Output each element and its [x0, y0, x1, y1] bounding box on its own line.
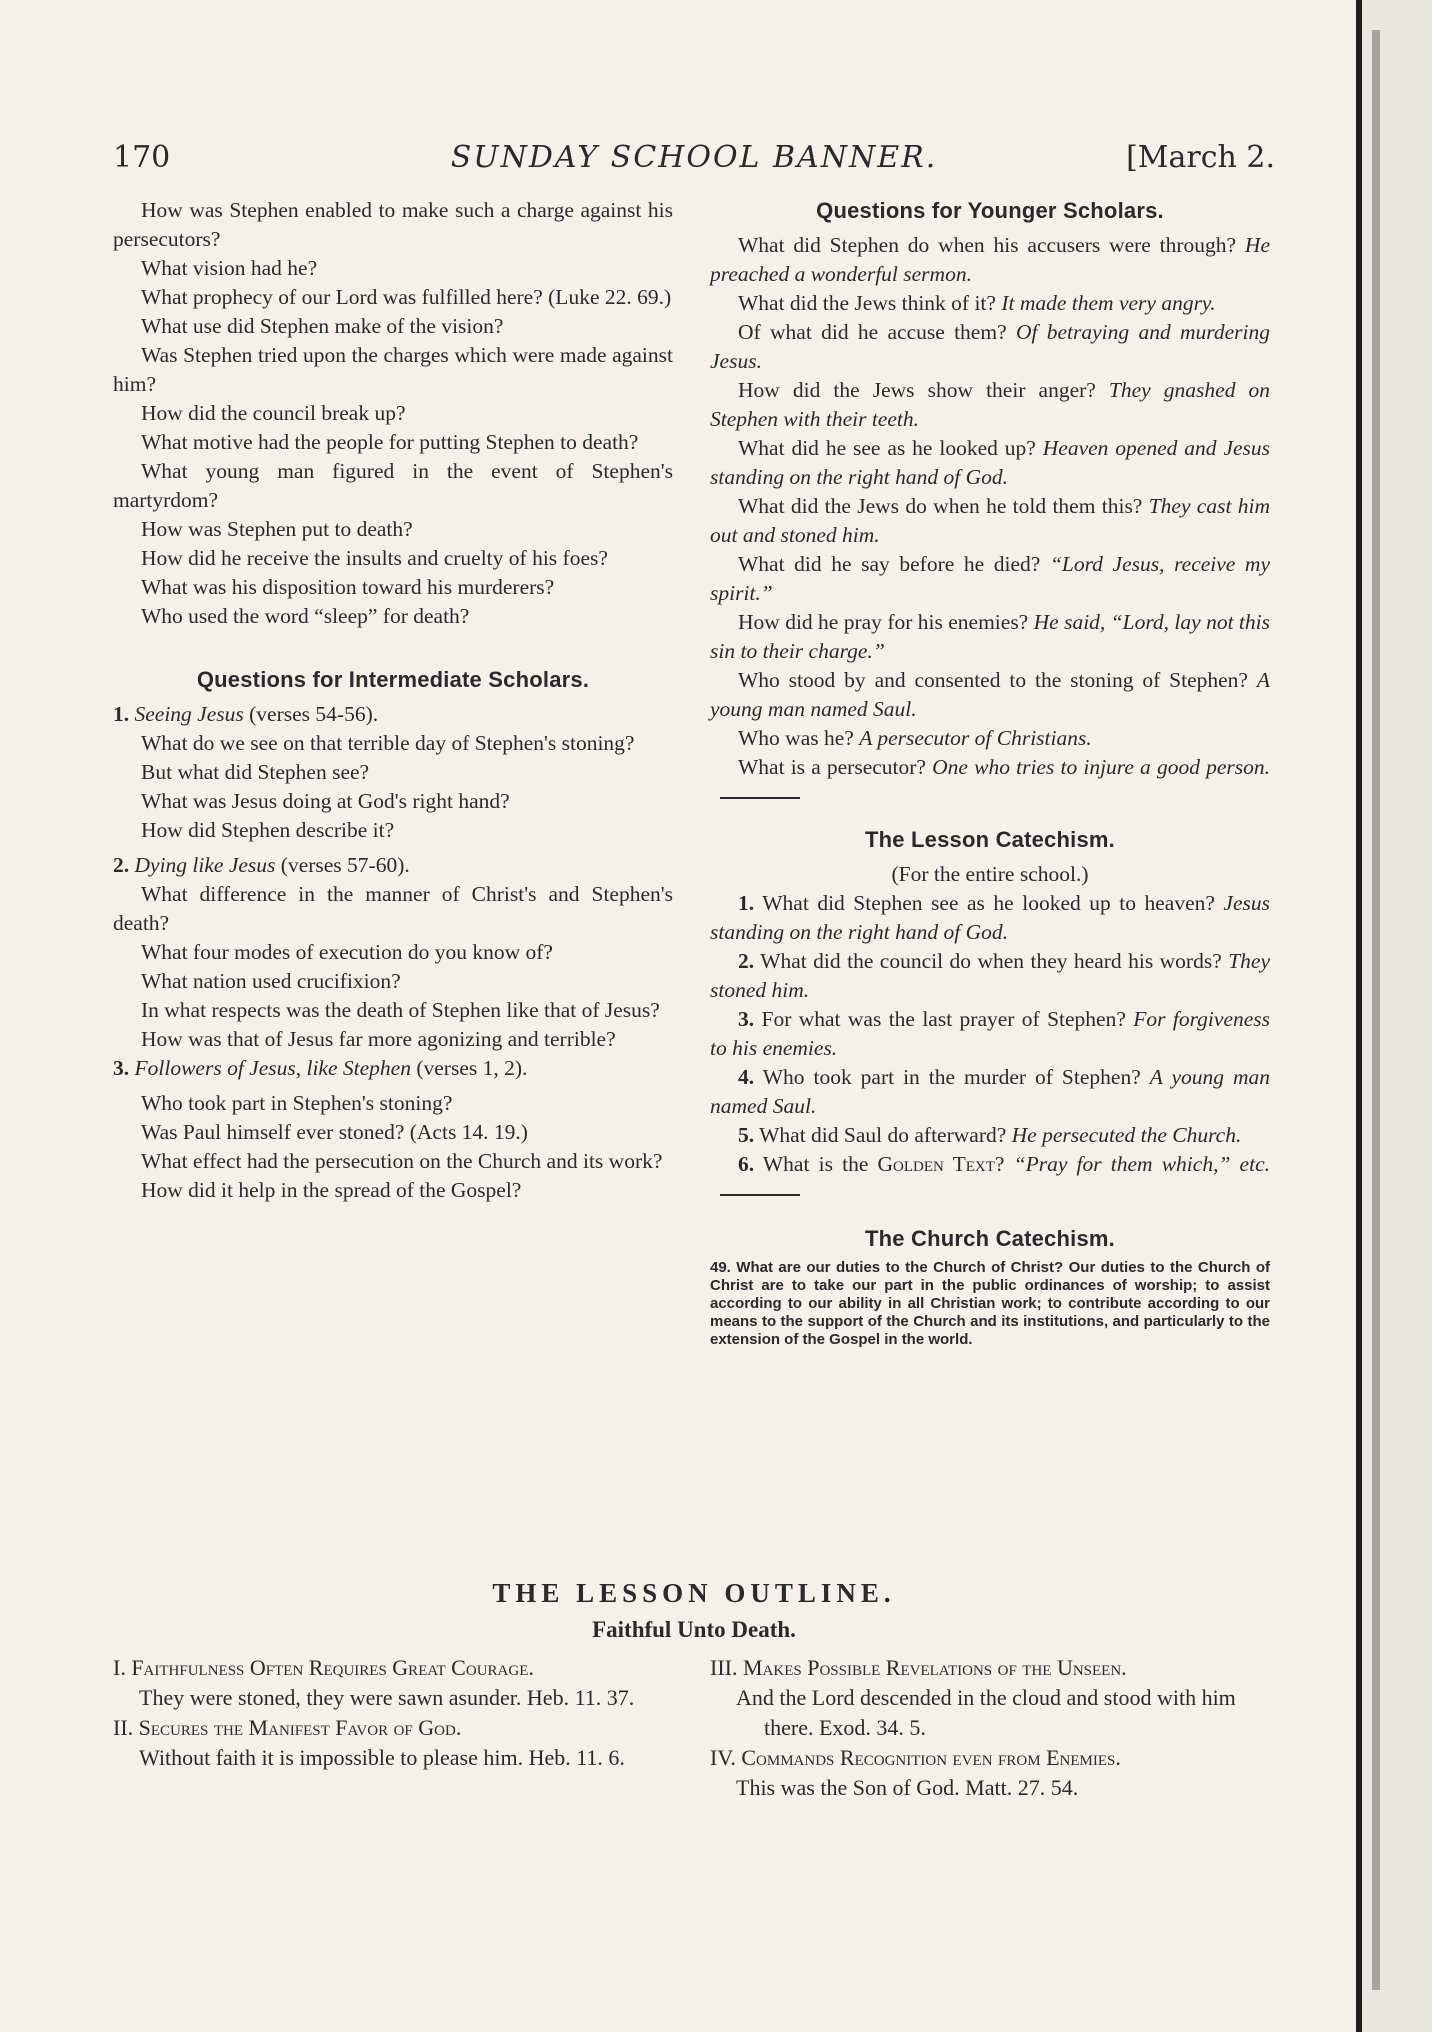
right-column [710, 196, 1270, 1349]
catechism-item [710, 1063, 1270, 1121]
answer-text: Heaven opened and Jesus standing on the right hand of God. [710, 436, 1271, 489]
catechism-item [710, 947, 1270, 1005]
outline-quote: Without faith it is impossible to please him. Heb. 11. 6. [139, 1745, 625, 1770]
question-line: What prophecy of our Lord was fulfilled here? (Luke 22. 69.) [141, 285, 672, 309]
left-column [113, 196, 673, 1205]
item-number: 4. [738, 1065, 755, 1089]
section-ref: (verses 1, 2). [416, 1056, 528, 1080]
page-header [113, 140, 1275, 184]
church-catechism-text: 49. What are our duties to the Church of Christ? Our duties to the Church of Christ are to take our part in the public ordinances of worship; to assist according to our ability in all Christian work; to contribute according to our means to the support of the Church and its institutions, and particularly to the extension of the Gospel in the world. [710, 1259, 1270, 1348]
outline-point: II. Secures the Manifest Favor of God. [113, 1715, 462, 1740]
answer-text: Of betraying and murdering Jesus. [710, 320, 1270, 373]
question-text: What is a persecutor? [738, 755, 926, 779]
question-text: What did Stephen see as he looked up to heaven? [762, 891, 1215, 915]
section-title: Dying like Jesus [134, 853, 276, 877]
section-title: Seeing Jesus [134, 702, 244, 726]
question-line: What was his disposition toward his murderers? [141, 575, 555, 599]
question-text: Of what did he accuse them? [738, 320, 1007, 344]
catechism-item [710, 1121, 1270, 1150]
section-number: 2. [113, 853, 130, 877]
lesson-outline [113, 1578, 1275, 1800]
question-line: What use did Stephen make of the vision? [141, 314, 504, 338]
item-number: 5. [738, 1123, 755, 1147]
question-line: But what did Stephen see? [141, 760, 370, 784]
section-number: 1. [113, 702, 130, 726]
qa-item [710, 318, 1270, 376]
question-line: How did the council break up? [141, 401, 406, 425]
section-rule [720, 797, 800, 799]
qa-item [710, 289, 1270, 318]
qa-item [710, 724, 1270, 753]
item-number: 3. [738, 1007, 755, 1031]
question-line: Was Stephen tried upon the charges which were made against him? [113, 343, 673, 396]
question-line: How did he receive the insults and cruelty of his foes? [141, 546, 608, 570]
catechism-item [710, 1150, 1270, 1208]
outline-left [113, 1653, 673, 1773]
answer-text: “Lord Jesus, receive my spirit.” [710, 552, 1271, 605]
question-line: What nation used crucifixion? [141, 969, 401, 993]
question-text: What did Stephen do when his accusers were through? [738, 233, 1237, 257]
question-line: What do we see on that terrible day of Stephen's stoning? [141, 731, 635, 755]
qa-item [710, 666, 1270, 724]
question-line: How was Stephen enabled to make such a charge against his persecutors? [113, 198, 673, 251]
section-heading-1 [113, 700, 673, 729]
outline-right [710, 1653, 1270, 1803]
qa-item [710, 753, 1270, 811]
qa-item [710, 492, 1270, 550]
answer-text: He said, “Lord, lay not this sin to their charge.” [710, 610, 1270, 663]
question-line: How was Stephen put to death? [141, 517, 413, 541]
answer-text: They stoned him. [710, 949, 1270, 1002]
answer-text: It made them very angry. [1001, 291, 1216, 315]
outline-quote: They were stoned, they were sawn asunder. Heb. 11. 37. [139, 1685, 635, 1710]
question-line: How did Stephen describe it? [141, 818, 395, 842]
question-line: Who used the word “sleep” for death? [141, 604, 470, 628]
next-page-edge [1356, 0, 1432, 2032]
question-text: How did he pray for his enemies? [738, 610, 1029, 634]
section-ref: (verses 54-56). [249, 702, 379, 726]
question-text: What did he say before he died? [738, 552, 1041, 576]
section-number: 3. [113, 1056, 130, 1080]
outline-point: I. Faithfulness Often Requires Great Courage. [113, 1655, 534, 1680]
answer-text: They gnashed on Stephen with their teeth. [710, 378, 1271, 431]
qa-item [710, 434, 1270, 492]
question-line: Who took part in Stephen's stoning? [141, 1091, 453, 1115]
answer-text: For forgiveness to his enemies. [710, 1007, 1271, 1060]
qa-item [710, 231, 1270, 289]
question-text: For what was the last prayer of Stephen? [761, 1007, 1126, 1031]
journal-title: SUNDAY SCHOOL BANNER. [450, 140, 938, 175]
section-heading-3 [113, 1054, 673, 1083]
binding-shadow [1372, 30, 1380, 1990]
item-number: 2. [738, 949, 755, 973]
qa-item [710, 608, 1270, 666]
answer-text: “Pray for them which,” etc. [1013, 1152, 1270, 1176]
answer-text: A persecutor of Christians. [859, 726, 1092, 750]
answer-text: He preached a wonderful sermon. [710, 233, 1270, 286]
question-line: How was that of Jesus far more agonizing and terrible? [141, 1027, 616, 1051]
item-number: 6. [738, 1152, 755, 1176]
answer-text: He persecuted the Church. [1011, 1123, 1242, 1147]
catechism-heading: The Lesson Catechism. [865, 827, 1115, 852]
issue-date: [March 2. [1126, 140, 1275, 175]
question-line: In what respects was the death of Stephen like that of Jesus? [141, 998, 660, 1022]
younger-heading: Questions for Younger Scholars. [816, 198, 1164, 223]
answer-text: They cast him out and stoned him. [710, 494, 1270, 547]
outline-quote: This was the Son of God. Matt. 27. 54. [736, 1775, 1079, 1800]
catechism-item [710, 1005, 1270, 1063]
question-line: What four modes of execution do you know of? [141, 940, 553, 964]
section-rule [720, 1194, 800, 1196]
question-line: What young man figured in the event of Stephen's martyrdom? [113, 459, 673, 512]
outline-quote: And the Lord descended in the cloud and stood with him there. Exod. 34. 5. [736, 1685, 1236, 1740]
answer-text: Jesus standing on the right hand of God. [710, 891, 1270, 944]
catechism-subheading: (For the entire school.) [891, 862, 1089, 886]
question-text: What did the council do when they heard his words? [760, 949, 1222, 973]
question-text: Who stood by and consented to the stoning of Stephen? [738, 668, 1248, 692]
question-line: What effect had the persecution on the Church and its work? [141, 1149, 663, 1173]
section-ref: (verses 57-60). [280, 853, 410, 877]
outline-title: THE LESSON OUTLINE. [492, 1578, 896, 1608]
item-number: 1. [738, 891, 755, 915]
church-catechism-heading: The Church Catechism. [865, 1226, 1115, 1251]
answer-text: A young man named Saul. [710, 1065, 1270, 1118]
outline-point: IV. Commands Recognition even from Enemies. [710, 1745, 1121, 1770]
question-text: Who took part in the murder of Stephen? [762, 1065, 1141, 1089]
intermediate-heading: Questions for Intermediate Scholars. [196, 667, 590, 692]
question-text: How did the Jews show their anger? [738, 378, 1096, 402]
question-text: What is the [762, 1152, 869, 1176]
answer-text: One who tries to injure a good person. [932, 755, 1271, 779]
question-text: What did the Jews think of it? [738, 291, 996, 315]
section-title: Followers of Jesus, like Stephen [134, 1056, 411, 1080]
question-line: Was Paul himself ever stoned? (Acts 14. 19.) [141, 1120, 528, 1144]
question-line: What vision had he? [141, 256, 318, 280]
question-text: What did he see as he looked up? [738, 436, 1036, 460]
question-line: What motive had the people for putting Stephen to death? [141, 430, 639, 454]
catechism-item [710, 889, 1270, 947]
section-heading-2 [113, 851, 673, 880]
question-text: What did Saul do afterward? [759, 1123, 1007, 1147]
question-line: What was Jesus doing at God's right hand? [141, 789, 510, 813]
qa-item [710, 376, 1270, 434]
question-text: What did the Jews do when he told them this? [738, 494, 1143, 518]
question-text: Who was he? [738, 726, 854, 750]
question-line: What difference in the manner of Christ's and Stephen's death? [113, 882, 673, 935]
qa-item [710, 550, 1270, 608]
answer-text: A young man named Saul. [710, 668, 1271, 721]
question-line: How did it help in the spread of the Gospel? [141, 1178, 522, 1202]
golden-text-label: Golden Text? [877, 1152, 1005, 1176]
page-number: 170 [113, 140, 171, 175]
outline-subtitle: Faithful Unto Death. [592, 1617, 796, 1642]
outline-point: III. Makes Possible Revelations of the Unseen. [710, 1655, 1127, 1680]
